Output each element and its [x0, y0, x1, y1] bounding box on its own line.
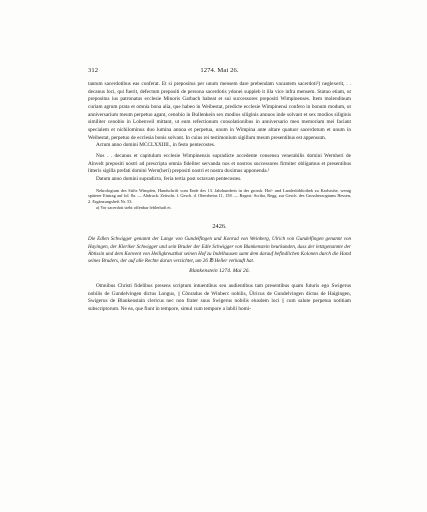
page-number: 312	[88, 67, 99, 74]
paragraph: Datum anno domini supradicto, feria tertia post octavam pentecostes.	[96, 175, 242, 182]
document-text: Omnibus Christi fidelibus presens scriptum intuentibus seu audientibus tam presentibus quam futuris ego Swigerus nobilis de Gundelvingen dictus Longus, || Cônradus de Winberc nobilis, Ülricus de Gundelvingen dictus de Haigingen, Swigerus de Blankenstain clericus nec non frater suus Swigerus nobilis eiusdem loci || cum salute perpetua notitiam subscriptorum. Ne ea, que fiunt in tempore, simul cum tempore a labili homi-	[88, 283, 351, 313]
footnote-source: Nekrologium des Stifts Wimpfen, Handschrift vom Ende des 13. Jahrhunderts in der grossh. Hof- und Landesbibliothek zu Karlsruhe, wenig späterer Eintrag auf fol. 8a. — Abdruck: Zeitschr. f. Gesch. d. Oberrheins 11, 158. — Regest: Scriba, Regg. zur Gesch. des Grossherzogtums Hessen, 2. Ergänzungsheft Nr. 53.	[88, 187, 351, 204]
running-title: 1274. Mai 26.	[200, 67, 239, 74]
document-number: 2426.	[212, 223, 227, 231]
paragraph: tantum sacerdotibus eas conferat. Et si prepositus per unum mensem dare prebendam vacantem sacerdoti²) neglexerit, . . decanus loci, qui fuerit, defectum prepositi de persona sacerdotis ydonei suppleb it illa vice infra mensem. Statuo etiam, ut prepositus ius patronatus ecclesie Minoris Garbach habeat et sui successores prepositi Wimpinenses. Item molendinum curiam agrum prata et omnia bona alia, que habeo in Weibestat, predicte ecclesie Wimpinensi confero in bonum modum, ut anniversarium meum perpetuo agant, cenobio in Bullenkein sex modios siliginis annuos inde solvant et sex modios siliginis similiter cenobio in Lobenveil mittant, ut eum refectionum consolationibus in anniversario meo memoriam mei faciant specialem et nichilominus duo lumina annoa et perpetua, unum in Wimpina ante altare quatuor sacerdotum et unum in Weibestat, perpetuo de ecclesia bonis solvant. In cuius rei testimonium sigillum meum presentibus est appensum.	[88, 81, 351, 141]
document-regest: Die Edlen Schwigger genannt der Lange von Gundelfingen und Konrad von Weinberg, Ulrich von Gundelfingen genannt von Hayingen, der Kleriker Schwigger und sein Bruder der Edle Schwigger von Blankenstein beurkunden, dass der letztgenannte der Äbtissin und dem Konvent von Heiligkreuzthal seinen Hof zu Indelhausen samt dem darauf befindlichen Kolonen durch die Hand seines Bruders, der auf alle Rechte daran verzichtet, um 26 ℔ Heller verkauft hat.	[88, 236, 351, 264]
footnote-a: a) Vor sacerdoti steht offenbar fehlerhaft et.	[96, 204, 172, 210]
page-content	[88, 67, 351, 314]
paragraph: Actum anno domini MCCLXXIIII., in festo pentecostes.	[96, 142, 216, 149]
paragraph: Nos . . decanus et capitulum ecclesie Wimpinensis supradicte accedente consensu venerabilis domini Wernheri de Alnvelt prepositi nostri ad prescripta omnia fideliter servanda nos et nostros successores firmiter obligamus et presentibus litteris sigilla prefati domini Wern(heri) prepositi nostri et nostra duximus apponenda.¹	[88, 152, 351, 175]
running-header	[88, 67, 351, 78]
main-text	[88, 81, 351, 184]
footnotes	[88, 188, 351, 211]
document-dateline: Blankenstein 1274. Mai 26.	[189, 268, 250, 275]
